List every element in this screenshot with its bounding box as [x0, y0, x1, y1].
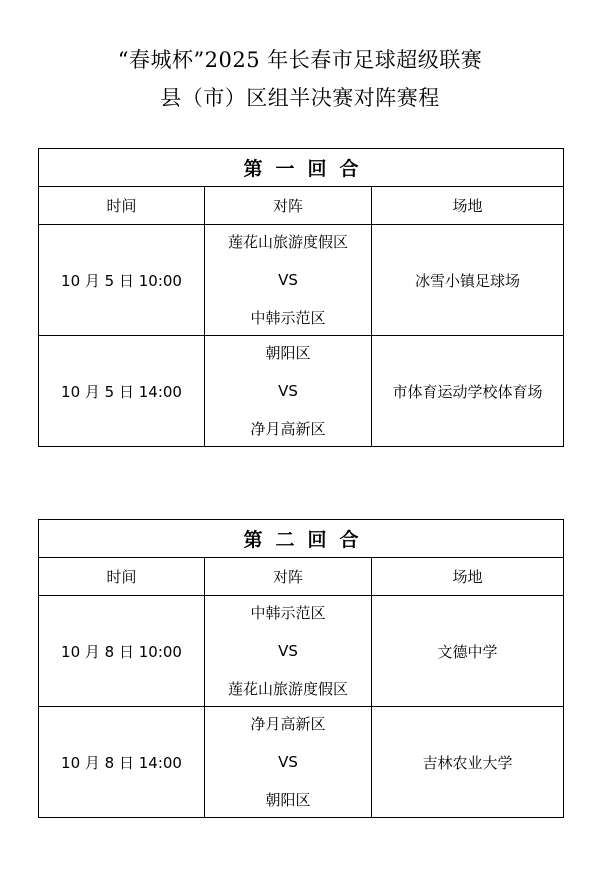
vs-label: VS — [278, 753, 298, 771]
header-venue: 场地 — [372, 558, 564, 596]
away-team: 净月高新区 — [250, 420, 326, 438]
match-venue: 冰雪小镇足球场 — [372, 225, 564, 336]
table-row — [39, 707, 564, 818]
match-teams — [205, 225, 372, 336]
match-venue: 市体育运动学校体育场 — [372, 336, 564, 447]
vs-label: VS — [278, 271, 298, 289]
home-team: 莲花山旅游度假区 — [227, 233, 348, 251]
round-2-table — [38, 519, 564, 818]
match-time: 10 月 8 日 10:00 — [39, 596, 205, 707]
round-1-title: 第一回合 — [39, 149, 564, 187]
away-team: 莲花山旅游度假区 — [227, 680, 348, 698]
away-team: 朝阳区 — [265, 791, 311, 809]
header-match: 对阵 — [205, 558, 372, 596]
table-row — [39, 596, 564, 707]
match-time: 10 月 8 日 14:00 — [39, 707, 205, 818]
match-teams — [205, 596, 372, 707]
match-venue: 文德中学 — [372, 596, 564, 707]
round-1-table — [38, 148, 564, 447]
home-team: 净月高新区 — [250, 715, 326, 733]
header-time: 时间 — [39, 558, 205, 596]
round-2-title: 第二回合 — [39, 520, 564, 558]
match-time: 10 月 5 日 10:00 — [39, 225, 205, 336]
table-row — [39, 225, 564, 336]
match-teams — [205, 707, 372, 818]
vs-label: VS — [278, 642, 298, 660]
table-row — [39, 336, 564, 447]
match-time: 10 月 5 日 14:00 — [39, 336, 205, 447]
document-title: “春城杯”2025 年长春市足球超级联赛 — [117, 48, 483, 72]
match-venue: 吉林农业大学 — [372, 707, 564, 818]
header-venue: 场地 — [372, 187, 564, 225]
home-team: 朝阳区 — [265, 344, 311, 362]
header-time: 时间 — [39, 187, 205, 225]
home-team: 中韩示范区 — [250, 604, 326, 622]
away-team: 中韩示范区 — [250, 309, 326, 327]
document-subtitle: 县（市）区组半决赛对阵赛程 — [160, 86, 440, 110]
match-teams — [205, 336, 372, 447]
header-match: 对阵 — [205, 187, 372, 225]
vs-label: VS — [278, 382, 298, 400]
